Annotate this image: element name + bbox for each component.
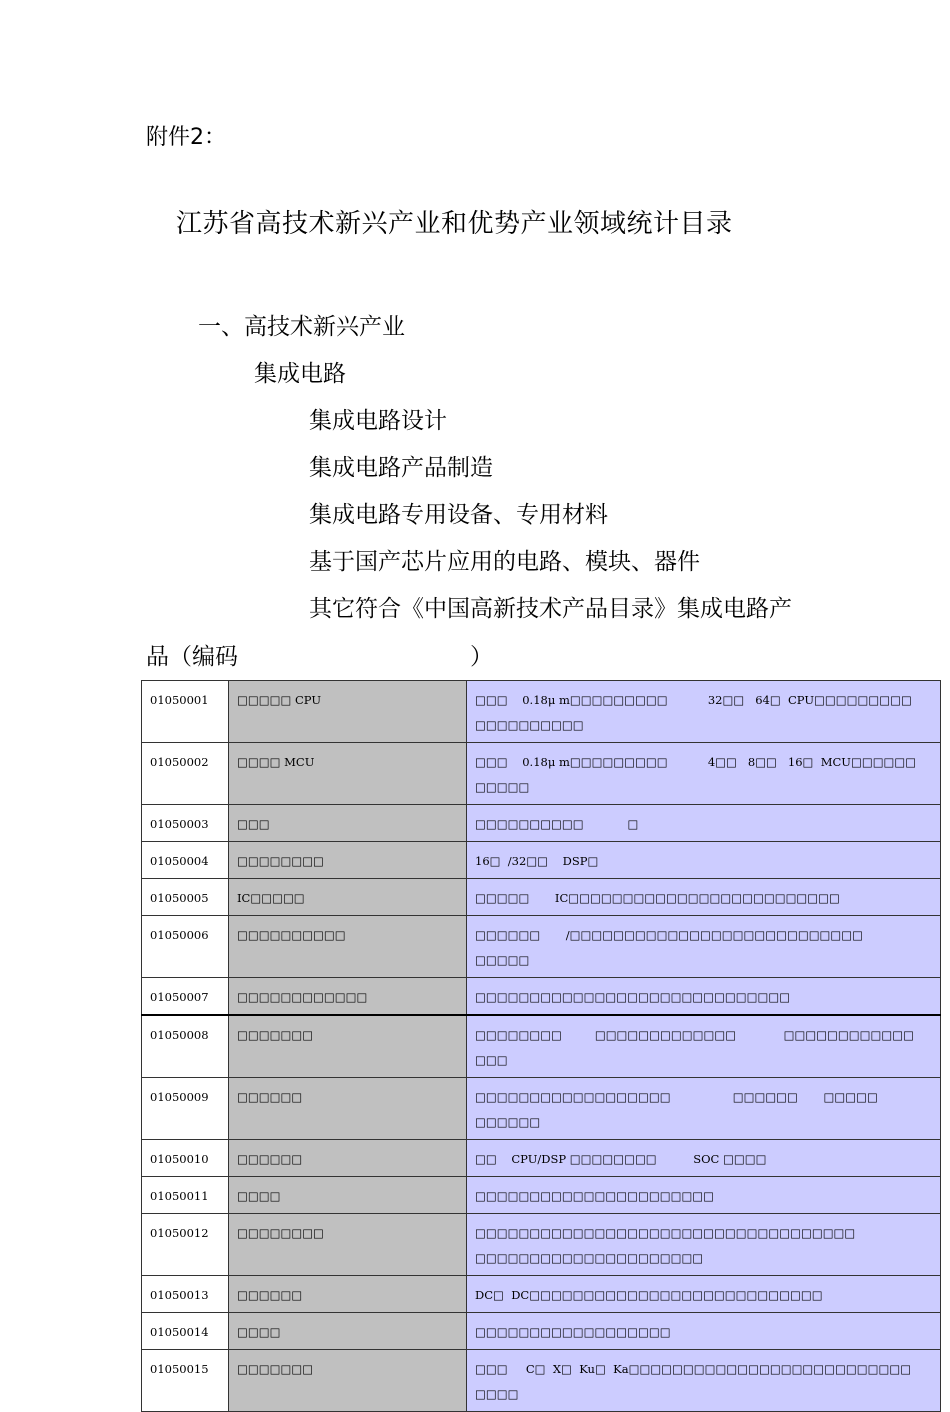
desc-cell: □□□□□□□□□□□□□□□□□□□□□□□□□□□□□□□□□□□ □□□□□□□□□□□□□□□□□□□□□ [467, 1214, 941, 1276]
name-cell: □□□□ MCU [229, 743, 467, 805]
code-cell: 01050008 [142, 1015, 229, 1078]
desc-cell: □□□ 0.18μ m□□□□□□□□□ 32□□ 64□ CPU□□□□□□□□□ □□□□□□□□□□ [467, 681, 941, 743]
table-row [142, 743, 941, 805]
subitem-5: 其它符合《中国高新技术产品目录》集成电路产 [309, 596, 792, 622]
code-cell: 01050009 [142, 1078, 229, 1140]
code-cell: 01050015 [142, 1350, 229, 1412]
name-cell: □□□ [229, 805, 467, 842]
code-cell: 01050001 [142, 681, 229, 743]
section-heading: 一、高技术新兴产业 [198, 314, 405, 340]
desc-cell: 16□ /32□□ DSP□ [467, 842, 941, 879]
code-cell: 01050005 [142, 879, 229, 916]
table-row [142, 978, 941, 1016]
desc-cell: □□□□□□□□□□□□□□□□□□□□□□□□□□□□□ [467, 978, 941, 1016]
code-cell: 01050010 [142, 1140, 229, 1177]
product-code-table [141, 680, 941, 1412]
name-cell: □□□□□□ [229, 1140, 467, 1177]
desc-cell: □□□□□□□□□□□□□□□□□□□□□□ [467, 1177, 941, 1214]
table-row [142, 842, 941, 879]
subitem-3: 集成电路专用设备、专用材料 [309, 502, 608, 528]
subitem-4: 基于国产芯片应用的电路、模块、器件 [309, 549, 700, 575]
table-row [142, 805, 941, 842]
name-cell: □□□□□□ [229, 1276, 467, 1313]
subitem-1: 集成电路设计 [309, 408, 447, 434]
closing-paren: ） [470, 644, 493, 670]
desc-cell: □□□□□□□□ □□□□□□□□□□□□□ □□□□□□□□□□□□ □□□ [467, 1015, 941, 1078]
name-cell: □□□□□□□ [229, 1015, 467, 1078]
table-row [142, 1350, 941, 1412]
name-cell: □□□□□□□□ [229, 842, 467, 879]
code-cell: 01050006 [142, 916, 229, 978]
desc-cell: DC□ DC□□□□□□□□□□□□□□□□□□□□□□□□□□□ [467, 1276, 941, 1313]
table-row [142, 1214, 941, 1276]
name-cell: □□□□□□□□□□□□ [229, 978, 467, 1016]
attachment-label: 附件2： [146, 125, 226, 150]
table-row [142, 1177, 941, 1214]
desc-cell: □□□□□□□□□□□□□□□□□□ □□□□□□ □□□□□ □□□□□□ [467, 1078, 941, 1140]
desc-cell: □□□ 0.18μ m□□□□□□□□□ 4□□ 8□□ 16□ MCU□□□□□□ □□□□□ [467, 743, 941, 805]
name-cell: □□□□□□□ [229, 1350, 467, 1412]
table-row [142, 879, 941, 916]
category-heading: 集成电路 [254, 361, 346, 387]
desc-cell: □□ CPU/DSP □□□□□□□□ SOC □□□□ [467, 1140, 941, 1177]
table-row [142, 1140, 941, 1177]
desc-cell: □□□□□□□□□□ □ [467, 805, 941, 842]
desc-cell: □□□□□ IC□□□□□□□□□□□□□□□□□□□□□□□□□ [467, 879, 941, 916]
code-cell: 01050004 [142, 842, 229, 879]
code-cell: 01050014 [142, 1313, 229, 1350]
table-row [142, 1015, 941, 1078]
name-cell: □□□□□□□□□□ [229, 916, 467, 978]
code-cell: 01050013 [142, 1276, 229, 1313]
desc-cell: □□□□□□□□□□□□□□□□□□ [467, 1313, 941, 1350]
code-cell: 01050007 [142, 978, 229, 1016]
subitem-2: 集成电路产品制造 [309, 455, 493, 481]
code-cell: 01050003 [142, 805, 229, 842]
desc-cell: □□□□□□ /□□□□□□□□□□□□□□□□□□□□□□□□□□□ □□□□□ [467, 916, 941, 978]
table-row [142, 916, 941, 978]
code-cell: 01050012 [142, 1214, 229, 1276]
table-row [142, 1276, 941, 1313]
table-row [142, 681, 941, 743]
document-title: 江苏省高技术新兴产业和优势产业领域统计目录 [176, 209, 733, 239]
code-cell: 01050011 [142, 1177, 229, 1214]
name-cell: IC□□□□□ [229, 879, 467, 916]
name-cell: □□□□□□ [229, 1078, 467, 1140]
table-row [142, 1078, 941, 1140]
name-cell: □□□□ [229, 1177, 467, 1214]
subitem-continuation: 品（编码 [146, 644, 238, 670]
name-cell: □□□□□ CPU [229, 681, 467, 743]
desc-cell: □□□ C□ X□ Ku□ Ka□□□□□□□□□□□□□□□□□□□□□□□□□□ □□□□ [467, 1350, 941, 1412]
code-cell: 01050002 [142, 743, 229, 805]
name-cell: □□□□ [229, 1313, 467, 1350]
name-cell: □□□□□□□□ [229, 1214, 467, 1276]
